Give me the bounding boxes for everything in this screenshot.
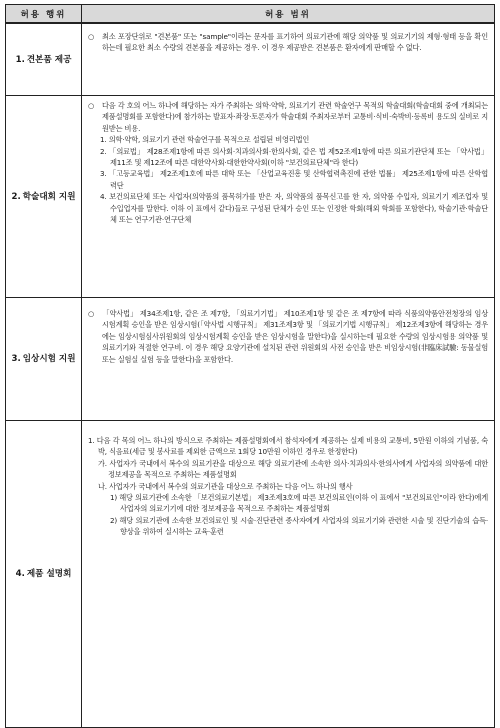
scope-paragraph — [88, 308, 488, 365]
scope-sub-item: 2) 해당 의료기관에 소속한 보건의료인 및 시술·진단관련 종사자에게 사업자의 의료기기와 관련한 시술 및 진단기술의 습득·향상을 위하여 실시하는 교육·훈련 — [110, 515, 488, 537]
action-label: 제품 설명회 — [26, 569, 72, 579]
scope-paragraph — [88, 31, 488, 54]
scope-text: 다음 각 호의 어느 하나에 해당하는 자가 주최하는 의학·약학, 의료기기 관련 학술연구 목적의 학술대회(학술대회 중에 개최되는 제품설명회를 포함한다)에 참가하는 발표자·좌장·토론자가 학술대회 주최자로부터 교통비·식비·숙박비·등록비 용도의 실비로 지원받는 비용. — [102, 101, 488, 133]
header-action: 허용 행위 — [6, 5, 82, 24]
scope-cell — [82, 298, 495, 421]
scope-text: 「약사법」 제34조제1항, 같은 조 제7항, 「의료기기법」 제10조제1항 및 같은 조 제7항에 따라 식품의약품안전청장의 임상시험계획 승인을 받은 임상시험(「약사법 시행규칙」 제31조제3항 및 「의료기기법 시행규칙」 제12조제3항에 해당하는 경우에는 임상시험심사위원회의 임상시험계획 승인을 받은 임상시험을 말한다)을 실시하는데 필요한 수량의 임상시험용 의약품 및 의료기기와 적절한 연구비. 이 경우 해당 요양기관에 설치된 관련 위원회의 사전 승인을 받은 비임상시험(非臨床試驗: 동물실험 또는 실험실 실험 등을 말한다)을 포함한다. — [102, 309, 488, 364]
bullet-circle-icon: ○ — [88, 101, 95, 110]
scope-cell — [82, 96, 495, 298]
scope-list-item: 가. 사업자가 국내에서 복수의 의료기관을 대상으로 해당 의료기관에 소속한 의사·치과의사·한의사에게 사업자의 의약품에 대한 정보제공을 목적으로 주최하는 제품설명회 — [98, 458, 488, 480]
table-row — [6, 298, 495, 421]
table-row — [6, 96, 495, 298]
action-cell — [6, 96, 82, 298]
header-scope: 허용 범위 — [82, 5, 495, 24]
scope-list-item: 2. 「의료법」 제28조제1항에 따른 의사회·치과의사회·한의사회, 같은 법 제52조제1항에 따른 의료기관단체 또는 「약사법」 제11조 및 제12조에 따른 대한약사회·대한한약사회(이하 "보건의료단체"라 한다) — [100, 146, 488, 168]
scope-list-item: 3. 「고등교육법」 제2조제1호에 따른 대학 또는 「산업교육진흥 및 산학협력촉진에 관한 법률」 제25조제1항에 따른 산학협력단 — [100, 169, 488, 190]
row-number: 4. — [15, 569, 25, 579]
action-label: 학술대회 지원 — [22, 191, 76, 202]
permission-table — [5, 4, 495, 728]
scope-paragraph — [88, 100, 488, 134]
scope-list-item: 4. 보건의료단체 또는 사업자(의약품의 품목허가를 받은 자, 의약품의 품목신고를 한 자, 의약품 수입자, 의료기기 제조업자 및 수입업자를 말한다. 이하 이 표에서 같다)들로 구성된 단체가 승인 또는 인정한 학회(해외 학회를 포함한다), 학술기관·학술단체 또는 연구기관·연구단체 — [100, 192, 488, 225]
scope-sub-item: 1) 해당 의료기관에 소속한 「보건의료기본법」 제3조제3호에 따른 보건의료인(이하 이 표에서 "보건의료인"이라 한다)에게 사업자의 의료기기에 대한 정보제공을 목적으로 주최하는 제품설명회 — [110, 493, 488, 514]
action-label: 견본품 제공 — [26, 54, 72, 65]
scope-list-item: 나. 사업자가 국내에서 복수의 의료기관을 대상으로 주최하는 다음 어느 하나의 행사 — [98, 481, 353, 491]
table-row — [6, 23, 495, 96]
bullet-circle-icon: ○ — [88, 32, 95, 41]
action-cell — [6, 23, 82, 96]
table-header-row — [6, 5, 495, 24]
scope-paragraph: 1. 다음 각 목의 어느 하나의 방식으로 주최하는 제품설명회에서 참석자에게 제공하는 실제 비용의 교통비, 5만원 이하의 기념품, 숙박, 식음료(세금 및 봉사료를 제외한 금액으로 1회당 10만원 이하인 경우로 한정한다) — [88, 436, 488, 457]
row-number: 2. — [11, 191, 21, 202]
scope-list-item: 1. 의학·약학, 의료기기 관련 학술연구를 목적으로 설립된 비영리법인 — [100, 135, 310, 145]
action-cell — [6, 298, 82, 421]
scope-cell — [82, 23, 495, 96]
row-number: 1. — [15, 54, 25, 65]
bullet-circle-icon: ○ — [88, 309, 95, 318]
scope-cell — [82, 421, 495, 728]
scope-text: 최소 포장단위로 "견본품" 또는 "sample"이라는 문자를 표기하여 의료기관에 해당 의약품 및 의료기기의 제형·형태 등을 확인하는데 필요한 최소 수량의 견본품을 제공하는 경우. 이 경우 제공받은 견본품은 환자에게 판매할 수 없다. — [102, 32, 488, 53]
action-label: 임상시험 지원 — [22, 354, 76, 364]
action-cell — [6, 421, 82, 728]
table-row — [6, 421, 495, 728]
row-number: 3. — [11, 354, 21, 364]
